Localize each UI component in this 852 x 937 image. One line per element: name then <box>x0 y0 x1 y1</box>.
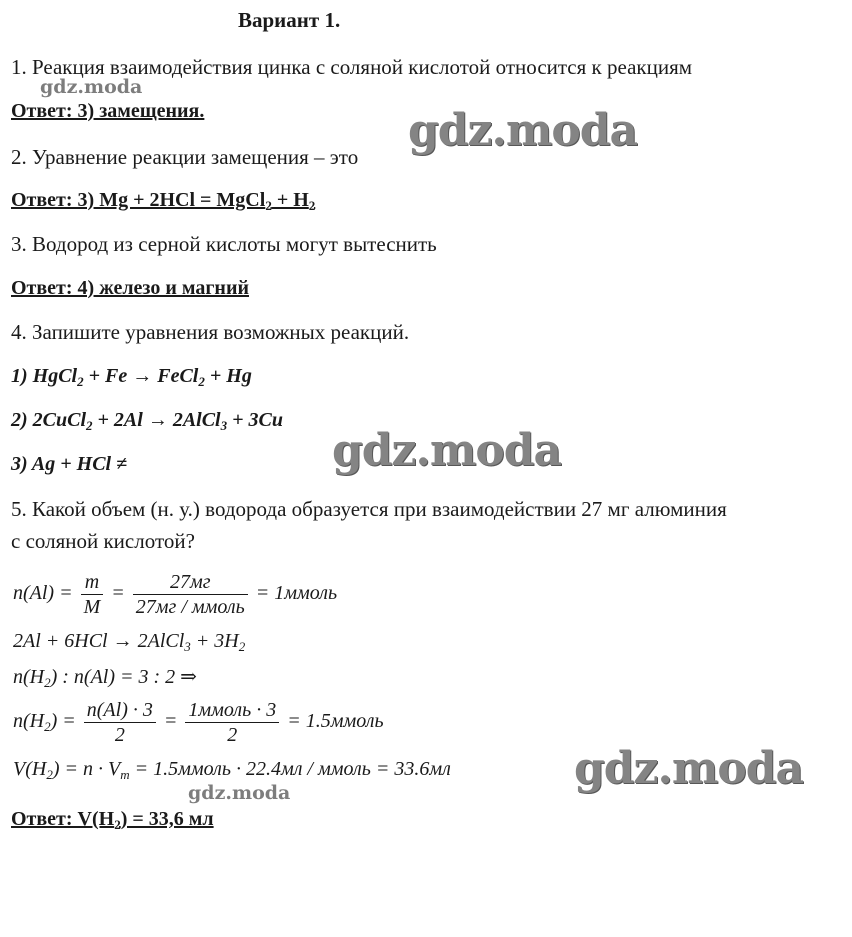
watermark-logo: gdz.moda <box>188 782 291 804</box>
page-title: Вариант 1. <box>238 8 341 32</box>
watermark-logo: gdz.moda <box>408 105 638 156</box>
answer-5: Ответ: $V(H_2) = 33,6$ мл <box>11 808 214 832</box>
solution-step-1: n(Al) = $\frac{m}{M}$ = $\frac{27мг}{\text{27мг / ммоль}}$ = 1ммоль <box>13 571 338 618</box>
question-4: 4. Запишите уравнения возможных реакций. <box>11 320 410 344</box>
question-3: 3. Водород из серной кислоты могут вытеснить <box>11 232 437 256</box>
reaction-2: 2) 2CuCl$_2$ + 2Al → 2AlCl$_3$ + 3Cu <box>11 409 283 433</box>
solution-step-5: $V(H_2) = n \cdot V_m$ = 1.5ммоль · 22.4мл / ммоль = 33.6мл <box>13 758 451 782</box>
solution-step-3: $n(H_2)$ : n(Al) = 3 : 2 ⇒ <box>13 666 197 690</box>
reaction-3: 3) Ag + HCl ≠ <box>11 453 128 475</box>
question-5-line-1: 5. Какой объем (н. у.) водорода образуется при взаимодействии 27 мг алюминия <box>11 497 727 521</box>
question-2: 2. Уравнение реакции замещения – это <box>11 145 359 169</box>
question-5-line-2: с соляной кислотой? <box>11 529 195 553</box>
watermark-logo: gdz.moda <box>332 425 562 476</box>
question-1: 1. Реакция взаимодействия цинка с соляной кислотой относится к реакциям <box>11 55 693 79</box>
watermark-logo: gdz.moda <box>574 743 804 794</box>
answer-1: Ответ: 3) замещения. <box>11 100 205 122</box>
solution-step-4: $n(H_2)$ = $\frac{n(Al) \cdot 3}{2}$ = $\frac{\text{1ммоль · 3}}{2}$ = 1.5ммоль <box>13 699 384 746</box>
solution-step-2: 2Al + 6HCl → 2AlCl$_3$ + $3H_2$ <box>13 630 246 654</box>
reaction-1: 1) HgCl$_2$ + Fe → FeCl$_2$ + Hg <box>11 365 252 389</box>
answer-2: Ответ: 3) Mg + 2HCl = MgCl$_2$ + $H_2$ <box>11 189 316 213</box>
watermark-logo: gdz.moda <box>40 76 143 98</box>
answer-3: Ответ: 4) железо и магний <box>11 277 249 299</box>
